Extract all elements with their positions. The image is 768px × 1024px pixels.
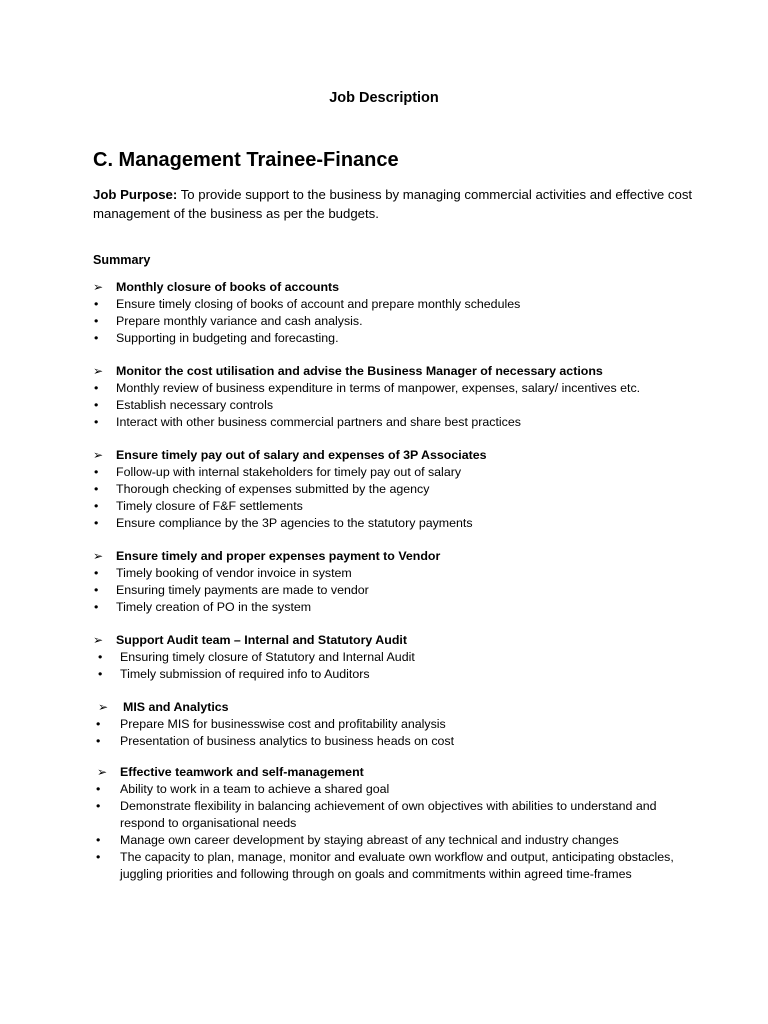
section-heading-text: Monitor the cost utilisation and advise the Business Manager of necessary actions [116,364,603,378]
section-bullet-list [93,781,683,883]
section-heading-text: Ensure timely pay out of salary and expenses of 3P Associates [116,448,487,462]
bullet-dot-icon: • [94,314,99,328]
bullet-dot-icon: • [94,583,99,597]
section-heading [93,279,693,296]
arrow-bullet-icon: ➢ [97,765,108,779]
list-item-text: Interact with other business commercial partners and share best practices [116,415,521,429]
list-item-text: Ensure timely closing of books of account and prepare monthly schedules [116,297,521,311]
list-item [93,832,683,849]
list-item-text: Manage own career development by staying abreast of any technical and industry changes [120,833,619,847]
list-item [93,296,693,313]
section-bullet-list [93,649,693,683]
section-heading [93,699,693,716]
list-item-text: Ensure compliance by the 3P agencies to the statutory payments [116,516,473,530]
list-item [93,781,683,798]
list-item-text: Monthly review of business expenditure in terms of manpower, expenses, salary/ incentives etc. [116,381,641,395]
list-item-text: The capacity to plan, manage, monitor and evaluate own workflow and output, anticipating obstacles, juggling priorities and following through on goals and commitments within agreed time-frames [120,850,674,881]
list-item [93,464,693,481]
section-heading [93,764,683,781]
bullet-dot-icon: • [94,499,99,513]
section-bullet-list [93,380,693,431]
list-item [93,666,693,683]
list-item [93,798,683,832]
bullet-dot-icon: • [98,650,103,664]
summary-section [93,363,693,431]
section-bullet-list [93,464,693,532]
job-purpose-text: To provide support to the business by managing commercial activities and effective cost management of the business as per the budgets. [93,187,693,221]
summary-heading: Summary [93,253,151,267]
bullet-dot-icon: • [94,331,99,345]
list-item [93,565,693,582]
summary-section [93,279,693,347]
section-heading [93,548,693,565]
list-item [93,397,693,414]
section-heading [93,447,693,464]
arrow-bullet-icon: ➢ [93,280,104,294]
bullet-dot-icon: • [96,717,101,731]
list-item [93,481,693,498]
bullet-dot-icon: • [96,850,101,864]
bullet-dot-icon: • [96,734,101,748]
bullet-dot-icon: • [94,566,99,580]
arrow-bullet-icon: ➢ [93,364,104,378]
summary-section [93,699,693,750]
arrow-bullet-icon: ➢ [93,549,104,563]
bullet-dot-icon: • [94,482,99,496]
list-item [93,380,693,397]
list-item-text: Presentation of business analytics to business heads on cost [120,734,455,748]
list-item-text: Ensuring timely payments are made to vendor [116,583,369,597]
role-title: C. Management Trainee-Finance [93,149,399,171]
list-item [93,498,693,515]
list-item-text: Timely booking of vendor invoice in system [116,566,352,580]
list-item-text: Timely closure of F&F settlements [116,499,303,513]
summary-section [93,548,693,616]
list-item-text: Prepare monthly variance and cash analysis. [116,314,363,328]
bullet-dot-icon: • [96,782,101,796]
list-item [93,649,693,666]
section-heading-text: MIS and Analytics [123,700,229,714]
summary-section [93,764,683,883]
list-item-text: Timely creation of PO in the system [116,600,312,614]
bullet-dot-icon: • [94,516,99,530]
list-item [93,733,693,750]
bullet-dot-icon: • [94,465,99,479]
summary-section [93,632,693,683]
bullet-dot-icon: • [94,600,99,614]
list-item [93,313,693,330]
section-heading-text: Support Audit team – Internal and Statutory Audit [116,633,407,647]
job-purpose-label: Job Purpose: [93,187,178,202]
bullet-dot-icon: • [94,415,99,429]
list-item-text: Follow-up with internal stakeholders for timely pay out of salary [116,465,462,479]
list-item-text: Prepare MIS for businesswise cost and profitability analysis [120,717,446,731]
list-item-text: Supporting in budgeting and forecasting. [116,331,339,345]
list-item [93,330,693,347]
section-bullet-list [93,296,693,347]
list-item [93,716,693,733]
section-heading-text: Effective teamwork and self-management [120,765,364,779]
list-item-text: Timely submission of required info to Auditors [120,667,370,681]
summary-section [93,447,693,532]
bullet-dot-icon: • [94,381,99,395]
list-item-text: Establish necessary controls [116,398,274,412]
section-heading [93,632,693,649]
section-bullet-list [93,565,693,616]
list-item [93,582,693,599]
list-item [93,599,693,616]
section-heading-text: Monthly closure of books of accounts [116,280,340,294]
list-item-text: Thorough checking of expenses submitted by the agency [116,482,430,496]
section-heading-text: Ensure timely and proper expenses payment to Vendor [116,549,441,563]
list-item-text: Ensuring timely closure of Statutory and Internal Audit [120,650,415,664]
arrow-bullet-icon: ➢ [93,633,104,647]
list-item-text: Ability to work in a team to achieve a shared goal [120,782,390,796]
bullet-dot-icon: • [96,833,101,847]
bullet-dot-icon: • [98,667,103,681]
arrow-bullet-icon: ➢ [93,448,104,462]
bullet-dot-icon: • [94,398,99,412]
section-bullet-list [93,716,693,750]
arrow-bullet-icon: ➢ [98,700,109,714]
bullet-dot-icon: • [94,297,99,311]
list-item [93,515,693,532]
bullet-dot-icon: • [96,799,101,813]
list-item-text: Demonstrate flexibility in balancing achievement of own objectives with abilities to understand and respond to organisational needs [120,799,657,830]
document-heading: Job Description [329,90,439,106]
job-purpose [93,185,693,223]
section-heading [93,363,693,380]
list-item [93,414,693,431]
list-item [93,849,683,883]
